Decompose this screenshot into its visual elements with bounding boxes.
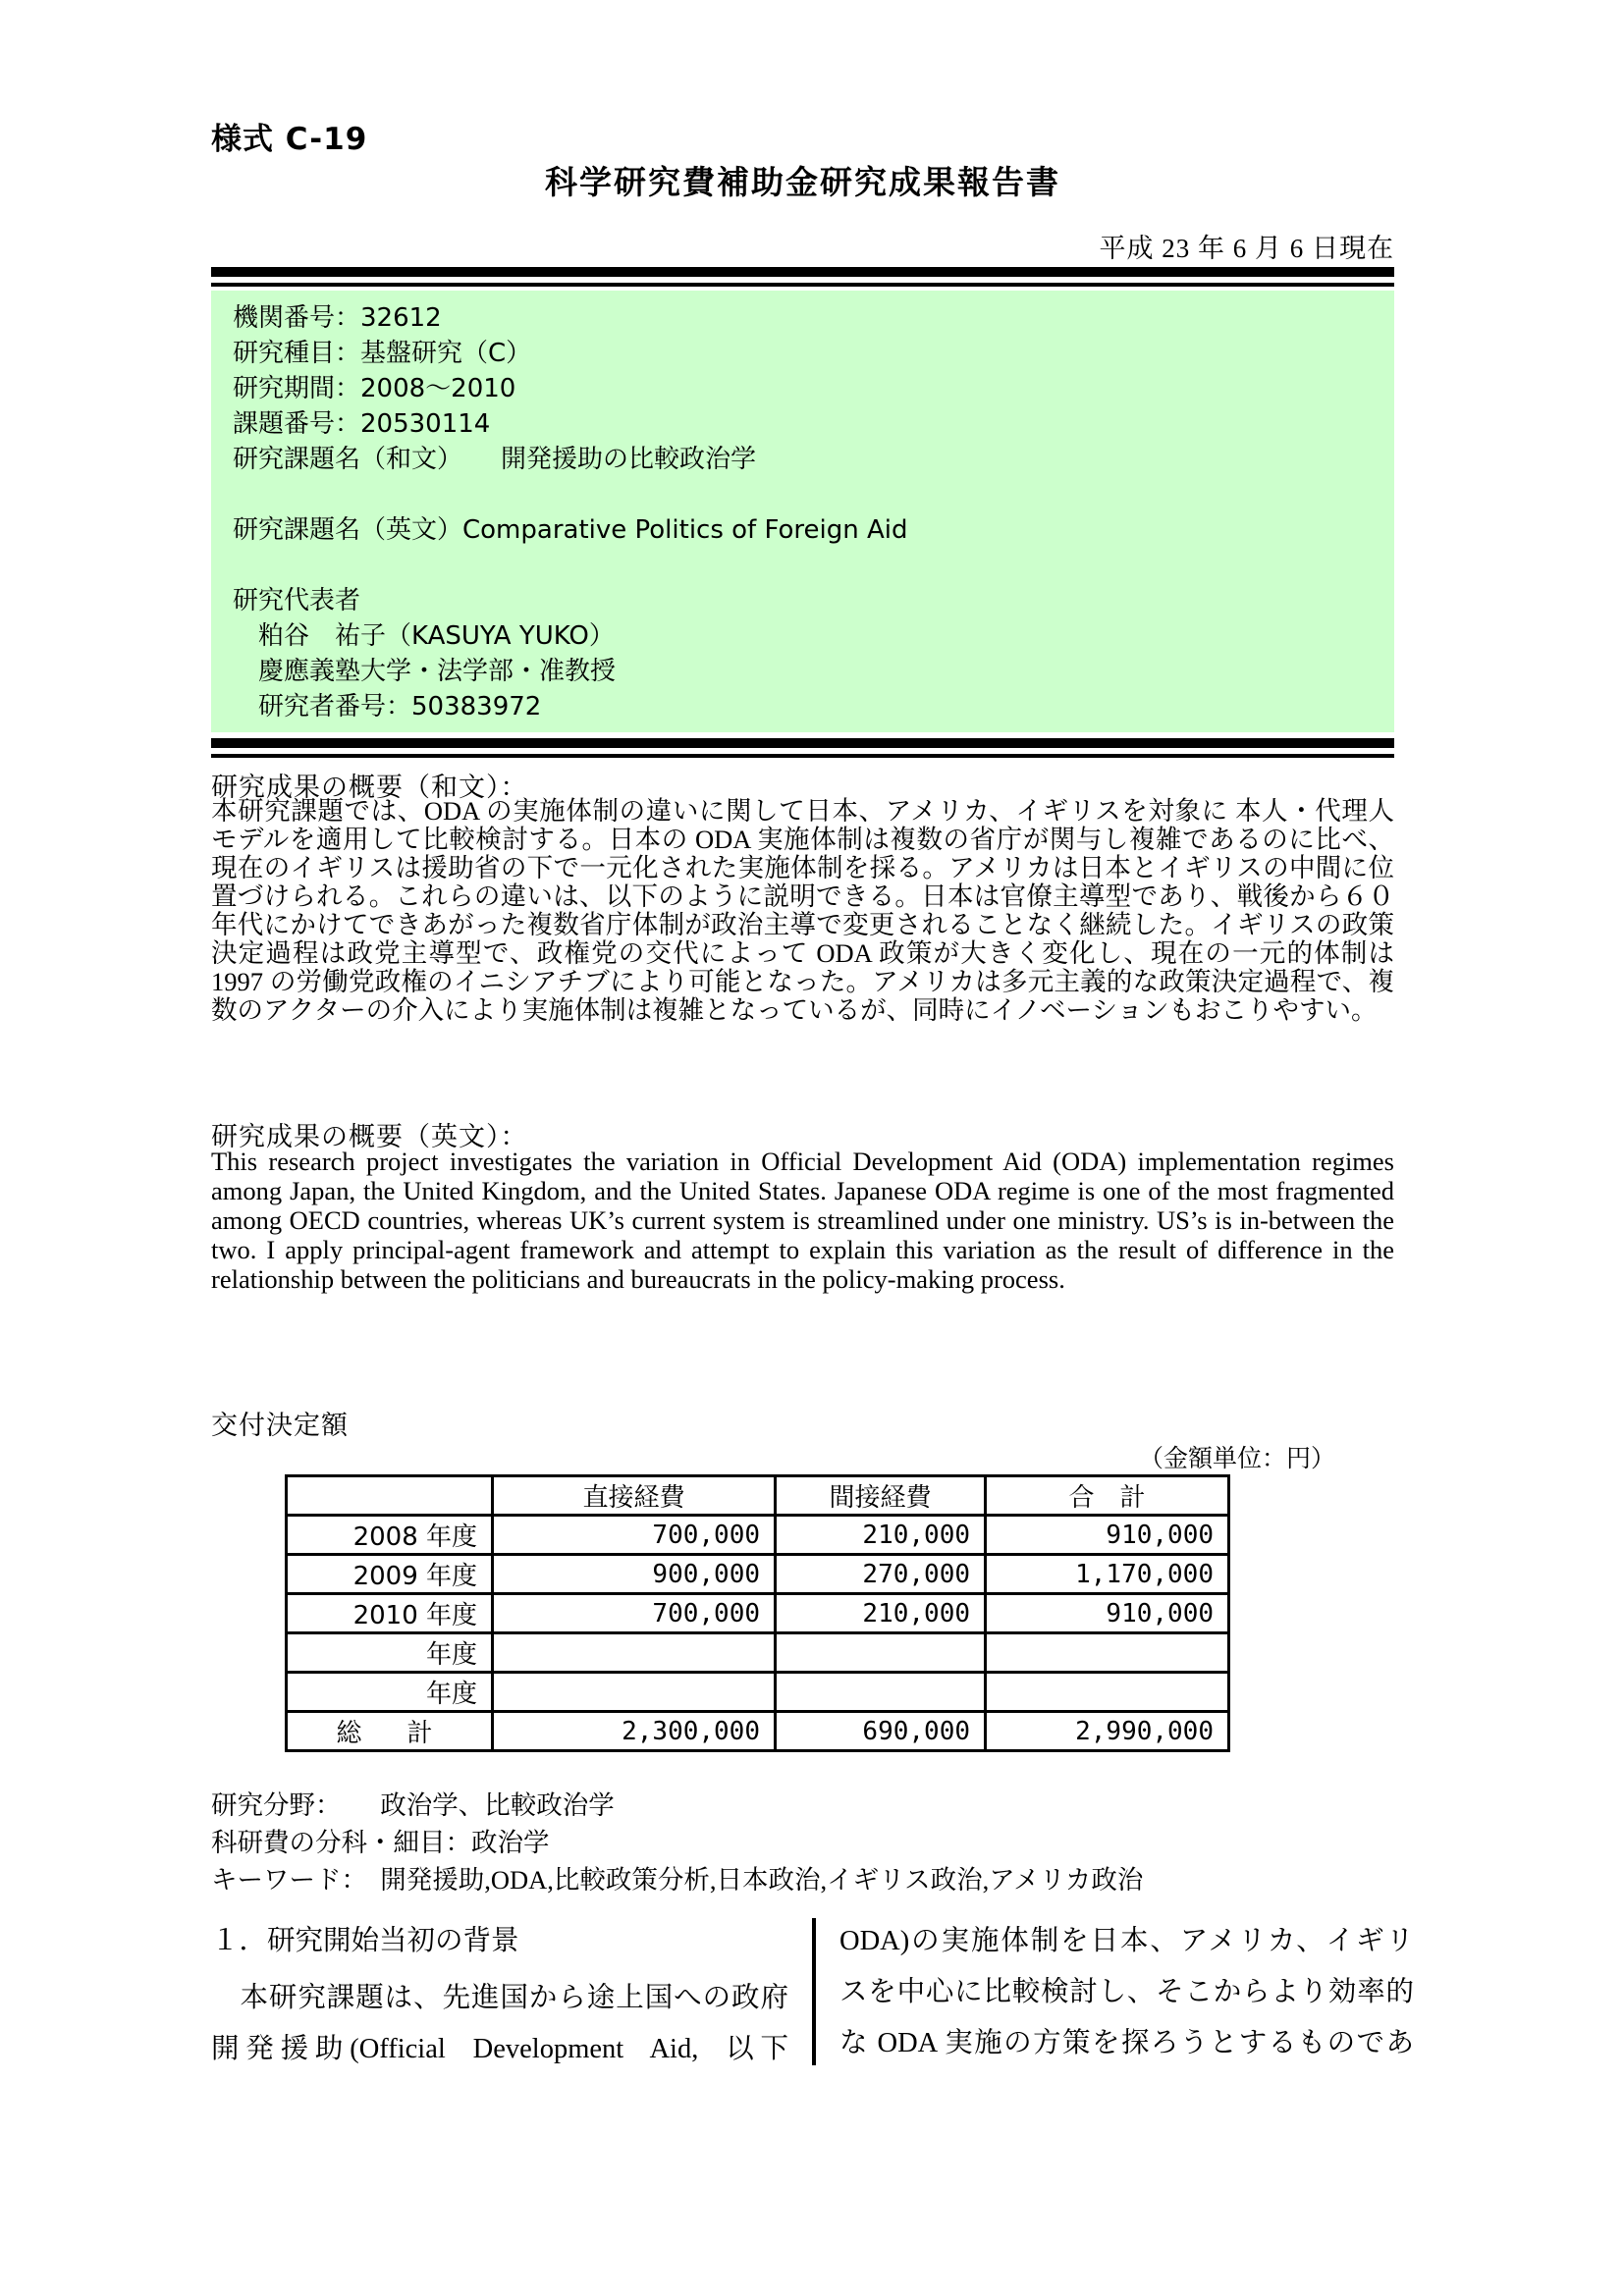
- budget-indirect: 210,000: [776, 1516, 986, 1555]
- budget-heading: 交付決定額: [211, 1411, 349, 1440]
- table-row: [287, 1633, 1229, 1673]
- info-line-institution-number: 機関番号：32612: [233, 303, 442, 333]
- info-line-blank: [233, 548, 1373, 583]
- page-content: [211, 0, 1414, 2296]
- budget-year: 年度: [287, 1633, 493, 1673]
- info-line-pi-name: 粕谷 祐子（KASUYA YUKO）: [233, 621, 615, 651]
- mid-rule: [211, 738, 1394, 758]
- budget-year: 2008 年度: [287, 1516, 493, 1555]
- background-right-line: ODA)の実施体制を日本、アメリカ、イギリ: [839, 1926, 1414, 1956]
- budget-table: [285, 1474, 1230, 1752]
- abstract-ja-heading: 研究成果の概要（和文）：: [211, 773, 528, 802]
- background-right-line: スを中心に比較検討し、そこからより効率的: [839, 1977, 1414, 2007]
- info-line-pi-number: 研究者番号：50383972: [233, 692, 542, 721]
- info-line-research-period: 研究期間：2008～2010: [233, 374, 516, 403]
- budget-direct: 900,000: [493, 1555, 776, 1594]
- budget-header-indirect: 間接経費: [776, 1476, 986, 1516]
- info-line-pi-affiliation: 慶應義塾大学・法学部・准教授: [233, 657, 617, 686]
- budget-indirect: [776, 1673, 986, 1712]
- budget-indirect: 270,000: [776, 1555, 986, 1594]
- keywords-line: キーワード： 開発援助,ODA,比較政策分析,日本政治,イギリス政治,アメリカ政治: [211, 1865, 1144, 1895]
- budget-total: 2,990,000: [986, 1712, 1229, 1751]
- budget-total: 1,170,000: [986, 1555, 1229, 1594]
- budget-header-year: [287, 1476, 493, 1516]
- info-line-project-number: 課題番号：20530114: [233, 409, 491, 439]
- info-line-title-en: 研究課題名（英文）Comparative Politics of Foreign Aid: [233, 515, 908, 545]
- budget-indirect: 210,000: [776, 1594, 986, 1633]
- form-code: 様式 C-19: [211, 122, 368, 157]
- budget-grand-total-label: 総 計: [287, 1712, 493, 1751]
- budget-total: 910,000: [986, 1594, 1229, 1633]
- table-row: [287, 1712, 1229, 1751]
- table-row: [287, 1673, 1229, 1712]
- budget-total: [986, 1673, 1229, 1712]
- budget-header-total: 合 計: [986, 1476, 1229, 1516]
- budget-direct: 700,000: [493, 1594, 776, 1633]
- table-row: [287, 1555, 1229, 1594]
- project-info-box: [211, 291, 1394, 732]
- background-left-line: 開発援助(Official Development Aid, 以下: [211, 2034, 788, 2064]
- budget-total: [986, 1633, 1229, 1673]
- column-divider: [812, 1918, 816, 2065]
- budget-direct: 2,300,000: [493, 1712, 776, 1751]
- background-heading: １．研究開始当初の背景: [211, 1926, 519, 1956]
- left-column: [211, 1916, 788, 2075]
- category-line: 科研費の分科・細目：政治学: [211, 1828, 550, 1857]
- table-row: [287, 1594, 1229, 1633]
- abstract-ja-body: 本研究課題では、ODA の実施体制の違いに関して日本、アメリカ、イギリスを対象に 本人・代理人モデルを適用して比較検討する。日本の ODA 実施体制は複数の省庁が関与し複雑であるのに比べ、現在のイギリスは援助省の下で一元化された実施体制を採る。アメリカは日本とイギリスの中間に位置づけられる。これらの違いは、以下のように説明できる。日本は官僚主導型であり、戦後から６０年代にかけてできあがった複数省庁体制が政治主導で変更されることなく継続した。イギリスの政策決定過程は政党主導型で、政権党の交代によって ODA 政策が大きく変化し、現在の一元的体制は 1997 の労働党政権のイニシアチブにより可能となった。アメリカは多元主義的な政策決定過程で、複数のアクターの介入により実施体制は複雑となっているが、同時にイノベーションもおこりやすい。: [211, 796, 1394, 1025]
- date-note: 平成 23 年 6 月 6 日現在: [1099, 234, 1394, 263]
- abstract-en-body: This research project investigates the variation in Official Development Aid (ODA) implementation regimes among Japan, the United Kingdom, and the United States. Japanese ODA regime is one of the most fragmented among OECD countries, whereas UK’s current system is streamlined under one ministry. US’s is in-between the two. I apply principal-agent framework and attempt to explain this variation as the result of difference in the relationship between the politicians and bureaucrats in the policy-making process.: [211, 1147, 1394, 1294]
- budget-direct: [493, 1673, 776, 1712]
- budget-total: 910,000: [986, 1516, 1229, 1555]
- info-line-research-category: 研究種目：基盤研究（C）: [233, 339, 532, 368]
- info-line-pi-heading: 研究代表者: [233, 586, 361, 615]
- budget-indirect: [776, 1633, 986, 1673]
- budget-year: 2010 年度: [287, 1594, 493, 1633]
- budget-year: 年度: [287, 1673, 493, 1712]
- top-rule: [211, 267, 1394, 287]
- table-row: [287, 1516, 1229, 1555]
- info-line-blank: [233, 477, 1373, 512]
- budget-direct: [493, 1633, 776, 1673]
- background-left-line: 本研究課題は、先進国から途上国への政府: [211, 1983, 788, 2013]
- abstract-en-heading: 研究成果の概要（英文）：: [211, 1122, 528, 1151]
- right-column: [839, 1916, 1414, 2069]
- info-line-title-ja: 研究課題名（和文） 開発援助の比較政治学: [233, 445, 757, 474]
- page-title: 科学研究費補助金研究成果報告書: [545, 163, 1060, 201]
- field-lines: [211, 1787, 1394, 1898]
- budget-header-direct: 直接経費: [493, 1476, 776, 1516]
- budget-direct: 700,000: [493, 1516, 776, 1555]
- background-right-line: な ODA 実施の方策を探ろうとするものであ: [839, 2028, 1414, 2058]
- budget-year: 2009 年度: [287, 1555, 493, 1594]
- budget-indirect: 690,000: [776, 1712, 986, 1751]
- research-field-line: 研究分野： 政治学、比較政治学: [211, 1790, 615, 1820]
- budget-header-row: [287, 1476, 1229, 1516]
- budget-unit-note: （金額単位：円）: [1138, 1446, 1335, 1472]
